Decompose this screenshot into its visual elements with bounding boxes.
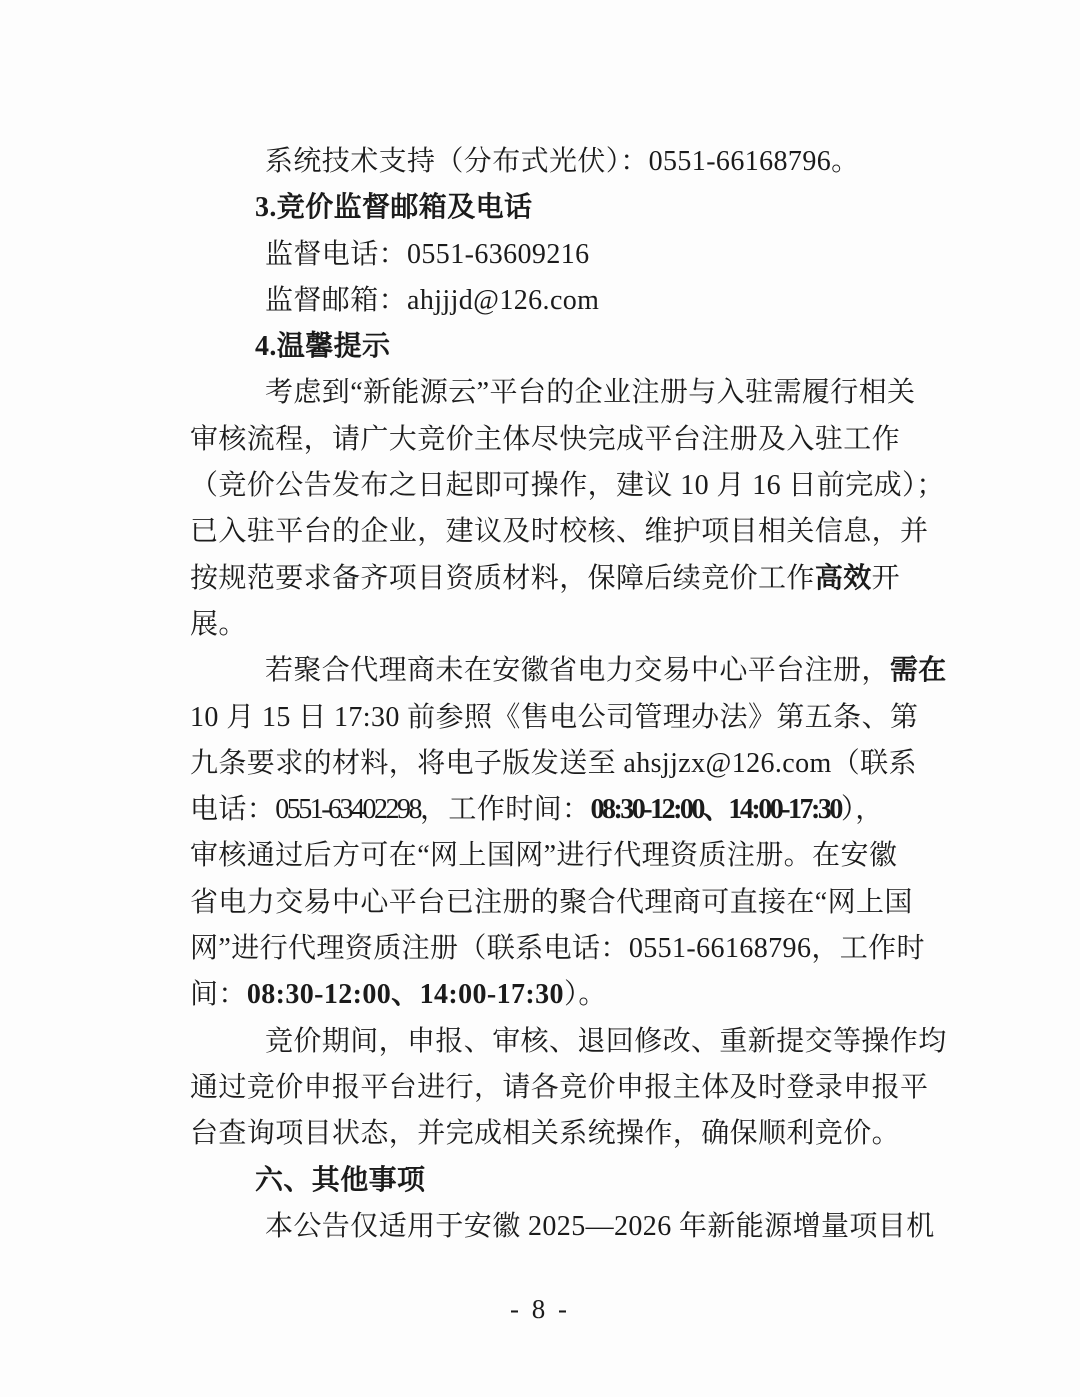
text-segment: 按规范要求备齐项目资质材料，保障后续竞价工作 xyxy=(190,562,815,594)
heading-3-supervision-contacts xyxy=(190,185,896,231)
text-segment: 监督邮箱：ahjjjd@126.com xyxy=(265,284,600,316)
text-segment: （竞价公告发布之日起即可操作，建议 10 月 16 日前完成）； xyxy=(190,470,945,502)
text-segment: 竞价期间，申报、审核、退回修改、重新提交等操作均 xyxy=(265,1025,947,1057)
text-segment: 审核流程，请广大竞价主体尽快完成平台注册及入驻工作 xyxy=(190,423,901,455)
text-line xyxy=(190,695,919,741)
text-line xyxy=(190,741,917,787)
text-segment: 高效 xyxy=(814,562,872,594)
text-line xyxy=(190,926,925,972)
text-segment: 电话： xyxy=(190,794,276,826)
text-segment: 九条要求的材料，将电子版发送至 ahsjjzx@126.com（联系 xyxy=(190,747,917,779)
text-line xyxy=(190,278,896,324)
text-line xyxy=(190,880,913,926)
text-segment: ，工作时间： xyxy=(420,794,591,826)
text-segment: 展。 xyxy=(190,608,247,640)
text-segment: 考虑到“新能源云”平台的企业注册与入驻需履行相关 xyxy=(265,377,916,409)
document-body xyxy=(190,139,947,1250)
text-line xyxy=(190,1065,929,1111)
text-segment: 开 xyxy=(871,562,901,594)
text-segment: 3.竞价监督邮箱及电话 xyxy=(255,192,533,224)
heading-4-friendly-reminder xyxy=(190,324,896,370)
text-segment: 监督电话：0551-63609216 xyxy=(265,238,590,270)
text-line xyxy=(190,232,896,278)
text-segment: 六、其他事项 xyxy=(255,1164,426,1196)
text-segment: 10 月 15 日 17:30 前参照《售电公司管理办法》第五条、第 xyxy=(190,701,919,733)
text-line xyxy=(190,556,901,602)
text-line xyxy=(190,139,896,185)
text-segment: 08:30-12:00、14:00-17:30 xyxy=(590,794,841,826)
text-line xyxy=(190,1111,901,1157)
text-segment: 本公告仅适用于安徽 2025—2026 年新能源增量项目机 xyxy=(265,1210,935,1242)
text-segment: 4.温馨提示 xyxy=(255,331,391,363)
text-segment: ）。 xyxy=(563,979,607,1011)
text-line xyxy=(190,463,945,509)
text-segment: 若聚合代理商未在安徽省电力交易中心平台注册， xyxy=(265,655,890,687)
text-segment: 需在 xyxy=(889,655,947,687)
text-line xyxy=(190,1204,935,1250)
text-segment: 08:30-12:00、14:00-17:30 xyxy=(246,979,564,1011)
text-line xyxy=(190,1019,947,1065)
text-line xyxy=(190,972,896,1018)
text-segment: 省电力交易中心平台已注册的聚合代理商可直接在“网上国 xyxy=(190,886,913,918)
text-line xyxy=(190,833,896,879)
text-segment: 系统技术支持（分布式光伏）：0551-66168796。 xyxy=(265,146,860,177)
text-line xyxy=(190,787,896,833)
text-line xyxy=(190,417,901,463)
text-segment: 通过竞价申报平台进行，请各竞价申报主体及时登录申报平 xyxy=(190,1071,929,1103)
text-line xyxy=(190,648,947,694)
text-segment: 网”进行代理资质注册（联系电话：0551-66168796，工作时 xyxy=(190,933,925,965)
text-segment: 已入驻平台的企业，建议及时校核、维护项目相关信息，并 xyxy=(190,516,929,548)
heading-6-other-matters xyxy=(190,1158,896,1204)
text-segment: 间： xyxy=(190,979,247,1011)
text-segment: 台查询项目状态，并完成相关系统操作，确保顺利竞价。 xyxy=(190,1118,901,1150)
text-line xyxy=(190,370,916,416)
text-line xyxy=(190,602,896,648)
text-line xyxy=(190,509,929,555)
text-segment: ）， xyxy=(840,794,884,826)
text-segment: 审核通过后方可在“网上国网”进行代理资质注册。在安徽 xyxy=(190,840,898,872)
text-segment: 0551-63402298 xyxy=(275,794,421,826)
page-number-label: - 8 - xyxy=(510,1294,570,1324)
